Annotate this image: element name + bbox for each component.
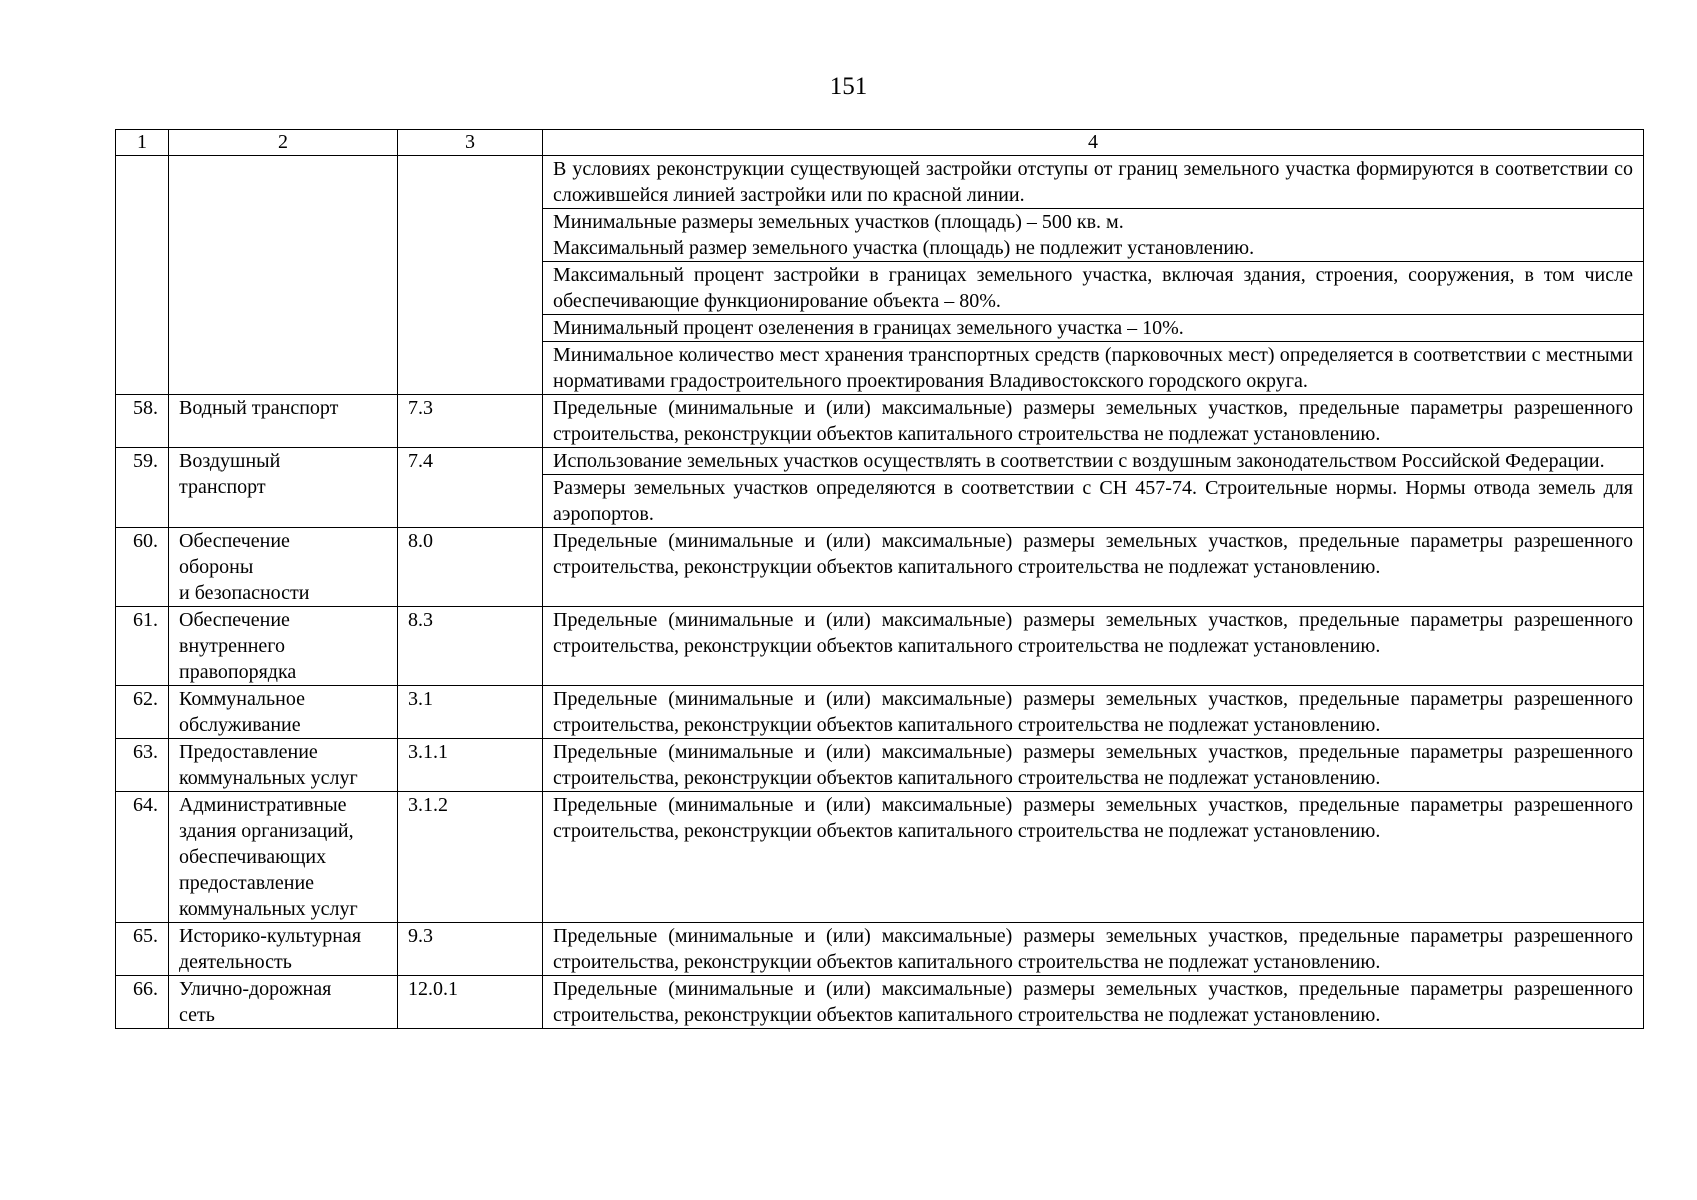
requirement-text: Предельные (минимальные и (или) максимальные) размеры земельных участков, предельные параметры разрешенного строительства, реконструкции объектов капитального строительства не подлежат установлению. (543, 395, 1644, 448)
continuation-row (116, 156, 1644, 209)
land-use-code: 8.0 (398, 528, 543, 607)
regulations-table (115, 129, 1644, 1029)
header-row (116, 130, 1644, 156)
table-row (116, 686, 1644, 739)
requirement-text: Минимальный процент озеленения в границах земельного участка – 10%. (543, 315, 1644, 342)
row-number: 63. (116, 739, 169, 792)
continuation-num-cell (116, 156, 169, 395)
land-use-name: Воздушный транспорт (169, 448, 398, 528)
requirement-line: Максимальный размер земельного участка (площадь) не подлежит установлению. (553, 237, 1255, 259)
requirement-text: Минимальное количество мест хранения транспортных средств (парковочных мест) определяется в соответствии с местными нормативами градостроительного проектирования Владивостокского городского округа. (543, 342, 1644, 395)
requirement-text: Предельные (минимальные и (или) максимальные) размеры земельных участков, предельные параметры разрешенного строительства, реконструкции объектов капитального строительства не подлежат установлению. (543, 792, 1644, 923)
row-number: 59. (116, 448, 169, 528)
requirement-text: Предельные (минимальные и (или) максимальные) размеры земельных участков, предельные параметры разрешенного строительства, реконструкции объектов капитального строительства не подлежат установлению. (543, 607, 1644, 686)
land-use-name: Обеспечение внутреннего правопорядка (169, 607, 398, 686)
row-number: 64. (116, 792, 169, 923)
land-use-code: 8.3 (398, 607, 543, 686)
land-use-code: 9.3 (398, 923, 543, 976)
continuation-name-cell (169, 156, 398, 395)
requirement-text: Предельные (минимальные и (или) максимальные) размеры земельных участков, предельные параметры разрешенного строительства, реконструкции объектов капитального строительства не подлежат установлению. (543, 923, 1644, 976)
column-header-3: 3 (398, 130, 543, 156)
row-number: 66. (116, 976, 169, 1029)
table-row (116, 528, 1644, 607)
land-use-code: 3.1 (398, 686, 543, 739)
requirement-text: Предельные (минимальные и (или) максимальные) размеры земельных участков, предельные параметры разрешенного строительства, реконструкции объектов капитального строительства не подлежат установлению. (543, 686, 1644, 739)
requirement-text: Использование земельных участков осуществлять в соответствии с воздушным законодательством Российской Федерации. (543, 448, 1644, 475)
row-number: 65. (116, 923, 169, 976)
row-number: 62. (116, 686, 169, 739)
requirement-text (543, 209, 1644, 262)
land-use-code: 7.4 (398, 448, 543, 528)
land-use-name: Коммунальное обслуживание (169, 686, 398, 739)
table-row (116, 792, 1644, 923)
continuation-code-cell (398, 156, 543, 395)
column-header-1: 1 (116, 130, 169, 156)
row-number: 58. (116, 395, 169, 448)
land-use-name: Обеспечение обороны и безопасности (169, 528, 398, 607)
table-row (116, 448, 1644, 475)
column-header-4: 4 (543, 130, 1644, 156)
land-use-code: 12.0.1 (398, 976, 543, 1029)
requirement-text: В условиях реконструкции существующей застройки отступы от границ земельного участка формируются в соответствии со сложившейся линией застройки или по красной линии. (543, 156, 1644, 209)
land-use-name: Водный транспорт (169, 395, 398, 448)
requirement-text: Максимальный процент застройки в границах земельного участка, включая здания, строения, сооружения, в том числе обеспечивающие функционирование объекта – 80%. (543, 262, 1644, 315)
requirement-text: Предельные (минимальные и (или) максимальные) размеры земельных участков, предельные параметры разрешенного строительства, реконструкции объектов капитального строительства не подлежат установлению. (543, 976, 1644, 1029)
land-use-name: Историко-культурная деятельность (169, 923, 398, 976)
column-header-2: 2 (169, 130, 398, 156)
requirement-text: Предельные (минимальные и (или) максимальные) размеры земельных участков, предельные параметры разрешенного строительства, реконструкции объектов капитального строительства не подлежат установлению. (543, 739, 1644, 792)
table-row (116, 923, 1644, 976)
requirement-text: Размеры земельных участков определяются в соответствии с СН 457-74. Строительные нормы. Нормы отвода земель для аэропортов. (543, 475, 1644, 528)
land-use-name: Административные здания организаций, обеспечивающих предоставление коммунальных услуг (169, 792, 398, 923)
requirement-line: Минимальные размеры земельных участков (площадь) – 500 кв. м. (553, 211, 1124, 233)
row-number: 60. (116, 528, 169, 607)
table-row (116, 395, 1644, 448)
land-use-code: 7.3 (398, 395, 543, 448)
requirement-text: Предельные (минимальные и (или) максимальные) размеры земельных участков, предельные параметры разрешенного строительства, реконструкции объектов капитального строительства не подлежат установлению. (543, 528, 1644, 607)
land-use-name: Улично-дорожная сеть (169, 976, 398, 1029)
table-row (116, 739, 1644, 792)
land-use-name: Предоставление коммунальных услуг (169, 739, 398, 792)
land-use-code: 3.1.2 (398, 792, 543, 923)
land-use-code: 3.1.1 (398, 739, 543, 792)
table-row (116, 607, 1644, 686)
row-number: 61. (116, 607, 169, 686)
table-row (116, 976, 1644, 1029)
page-number: 151 (829, 73, 868, 100)
